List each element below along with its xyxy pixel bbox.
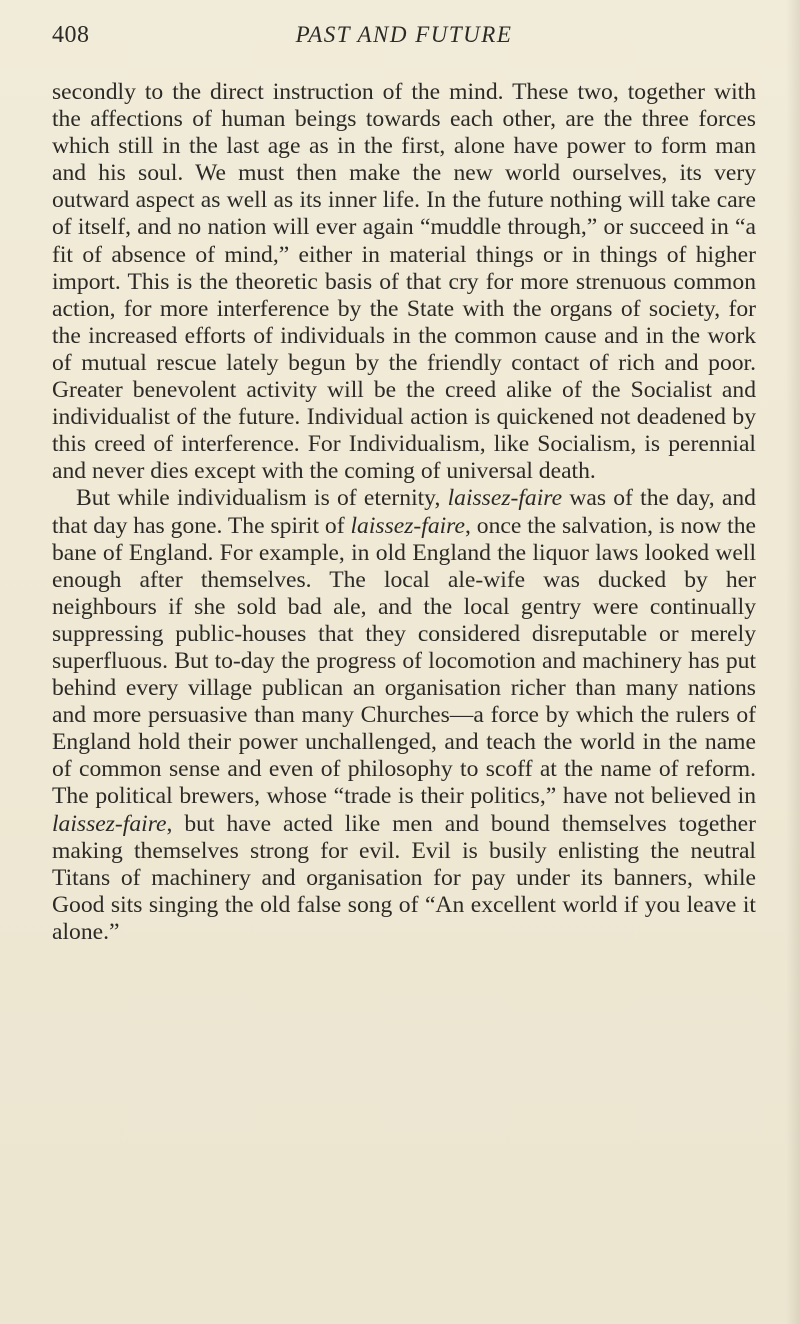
text-segment: was of the day, and that day has gone. The spirit of bbox=[52, 485, 756, 539]
page-number: 408 bbox=[52, 22, 90, 48]
text-segment: , once the salvation, is now the bane of England. For example, in old England the liquor laws looked well enough after themselves. The local ale-wife was ducked by her neighbours if she sold bad ale, and the local gentry were continually suppressing public-houses that they considered disreputable or merely superfluous. But to-day the progress of locomotion and machinery has put behind every village publican an organisation richer than many nations and more persuasive than many Churches—a force by which the rulers of England hold their power unchallenged, and teach the world in the name of common sense and even of philosophy to scoff at the name of reform. The political brewers, whose “trade is their politics,” have not believed in bbox=[52, 512, 756, 810]
italic-term: laissez-faire bbox=[350, 512, 465, 539]
paragraph-2 bbox=[52, 485, 756, 946]
text-segment: secondly to the direct instruction of the mind. These two, together with the affections of human beings towards each other, are the three forces which still in the last age as in the first, alone have power to form man and his soul. We must then make the new world ourselves, its very outward aspect as well as its inner life. In the future nothing will take care of itself, and no nation will ever again “muddle through,” or succeed in “a fit of absence of mind,” either in material things or in things of higher import. This is the theoretic basis of that cry for more strenuous common action, for more interference by the State with the organs of society, for the increased efforts of individuals in the common cause and in the work of mutual rescue lately begun by the friendly contact of rich and poor. Greater benevolent activity will be the creed alike of the Socialist and individualist of the future. Individual action is quickened not deadened by this creed of interference. For Individualism, like Socialism, is perennial and never dies except with the coming of universal death. bbox=[52, 79, 756, 485]
paragraph-1 bbox=[52, 79, 756, 485]
running-head bbox=[52, 22, 756, 56]
body-text bbox=[52, 79, 756, 946]
italic-term: laissez-faire bbox=[52, 810, 167, 837]
text-segment: But while individualism is of eternity, bbox=[76, 485, 448, 512]
text-segment: , but have acted like men and bound themselves together making themselves strong for evil. Evil is busily enlisting the neutral Titans of machinery and organisation for pay under its banners, while Good sits singing the old false song of “An excellent world if you leave it alone.” bbox=[52, 810, 756, 945]
page-edge-shadow bbox=[786, 0, 800, 1324]
running-title: PAST AND FUTURE bbox=[295, 22, 513, 47]
italic-term: laissez-faire bbox=[447, 485, 563, 512]
